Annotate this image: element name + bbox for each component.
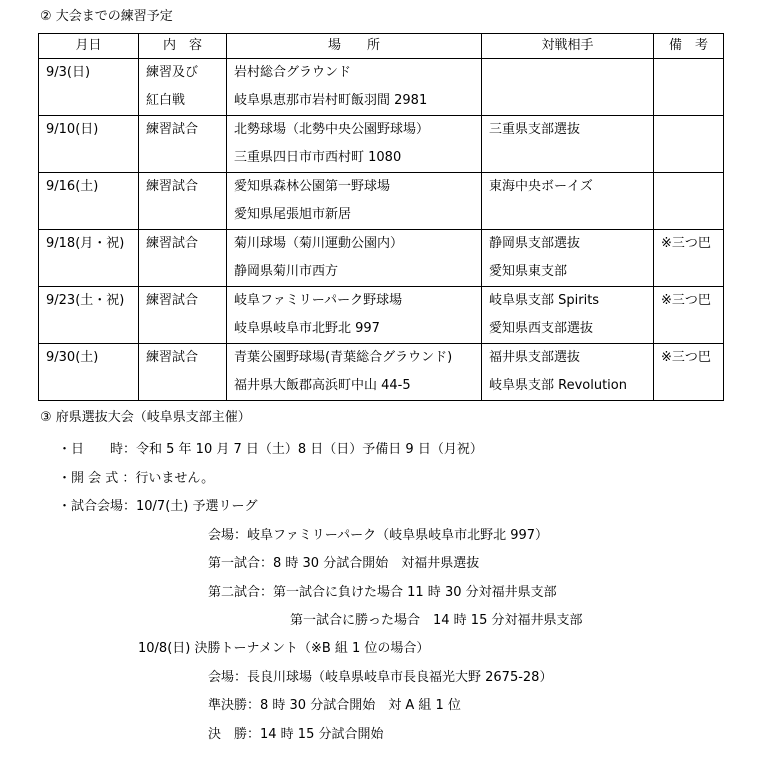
cell-place: 菊川球場（菊川運動公園内） 静岡県菊川市西方 (227, 230, 482, 287)
venue-day1-game1: 第一試合：8 時 30 分試合開始 対福井県選抜 (208, 556, 480, 571)
venue-day2-heading: 10/8(日) 決勝トーナメント（※B 組 1 位の場合） (138, 641, 430, 656)
cell-opponent: 東海中央ボーイズ (482, 173, 654, 230)
table-row (39, 173, 724, 230)
cell-date: 9/23(土・祝) (39, 287, 139, 344)
cell-content: 練習及び 紅白戦 (139, 59, 227, 116)
header-date: 月日 (39, 34, 139, 59)
cell-note (654, 116, 724, 173)
cell-content: 練習試合 (139, 287, 227, 344)
venue-day2-place: 会場：長良川球場（岐阜県岐阜市長良福光大野 2675-28） (208, 670, 553, 685)
cell-date: 9/3(日) (39, 59, 139, 116)
opening-ceremony: ・開 会 式 ：行いません。 (58, 471, 215, 486)
venue-day1-heading: ・試合会場：10/7(土) 予選リーグ (58, 499, 258, 514)
cell-note: ※三つ巴 (654, 344, 724, 401)
table-row (39, 116, 724, 173)
header-place: 場 所 (227, 34, 482, 59)
cell-opponent: 静岡県支部選抜 愛知県東支部 (482, 230, 654, 287)
cell-note: ※三つ巴 (654, 230, 724, 287)
table-row (39, 287, 724, 344)
practice-schedule-table (38, 33, 724, 401)
cell-date: 9/18(月・祝) (39, 230, 139, 287)
table-row (39, 59, 724, 116)
venue-day1-game2-lose: 第二試合：第一試合に負けた場合 11 時 30 分対福井県支部 (208, 585, 557, 600)
section-3-heading: ③ 府県選抜大会（岐阜県支部主催） (40, 410, 251, 425)
cell-place: 岐阜ファミリーパーク野球場 岐阜県岐阜市北野北 997 (227, 287, 482, 344)
cell-content: 練習試合 (139, 344, 227, 401)
tournament-datetime: ・日 時：令和 5 年 10 月 7 日（土）8 日（日）予備日 9 日（月祝） (58, 442, 483, 457)
venue-day1-place: 会場：岐阜ファミリーパーク（岐阜県岐阜市北野北 997） (208, 528, 549, 543)
cell-place: 青葉公園野球場(青葉総合グラウンド) 福井県大飯郡高浜町中山 44-5 (227, 344, 482, 401)
cell-content: 練習試合 (139, 116, 227, 173)
table-row (39, 344, 724, 401)
header-opponent: 対戦相手 (482, 34, 654, 59)
cell-opponent (482, 59, 654, 116)
section-2-heading: ② 大会までの練習予定 (40, 9, 173, 24)
venue-day2-semifinal: 準決勝：8 時 30 分試合開始 対 A 組 1 位 (208, 698, 461, 713)
cell-note (654, 59, 724, 116)
venue-day1-game2-win: 第一試合に勝った場合 14 時 15 分対福井県支部 (290, 613, 583, 628)
header-content: 内 容 (139, 34, 227, 59)
cell-content: 練習試合 (139, 173, 227, 230)
cell-place: 岩村総合グラウンド 岐阜県恵那市岩村町飯羽間 2981 (227, 59, 482, 116)
table-header-row (39, 34, 724, 59)
cell-date: 9/10(日) (39, 116, 139, 173)
cell-opponent: 三重県支部選抜 (482, 116, 654, 173)
cell-content: 練習試合 (139, 230, 227, 287)
table-row (39, 230, 724, 287)
cell-place: 北勢球場（北勢中央公園野球場） 三重県四日市市西村町 1080 (227, 116, 482, 173)
cell-note: ※三つ巴 (654, 287, 724, 344)
cell-opponent: 岐阜県支部 Spirits 愛知県西支部選抜 (482, 287, 654, 344)
cell-note (654, 173, 724, 230)
cell-date: 9/16(土) (39, 173, 139, 230)
header-note: 備 考 (654, 34, 724, 59)
cell-opponent: 福井県支部選抜 岐阜県支部 Revolution (482, 344, 654, 401)
cell-place: 愛知県森林公園第一野球場 愛知県尾張旭市新居 (227, 173, 482, 230)
cell-date: 9/30(土) (39, 344, 139, 401)
venue-day2-final: 決 勝：14 時 15 分試合開始 (208, 727, 384, 742)
